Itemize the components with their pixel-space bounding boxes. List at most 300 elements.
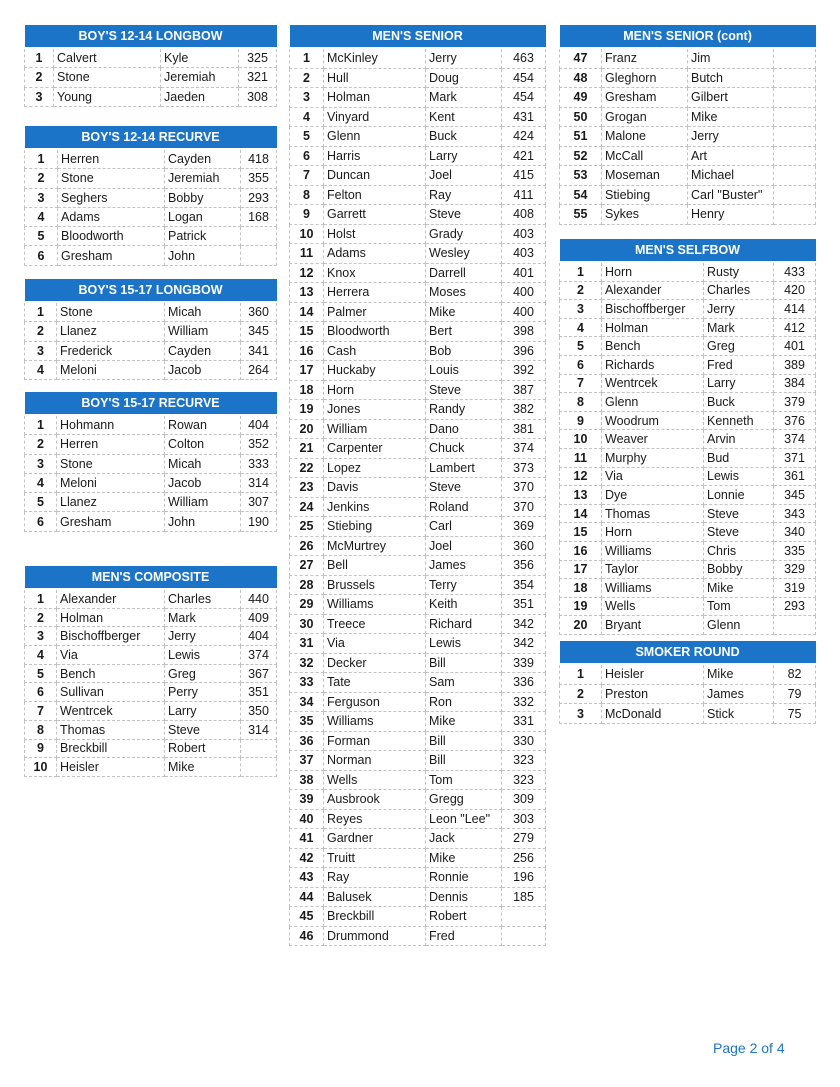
- table-row: [290, 166, 546, 186]
- rank-cell: 33: [290, 673, 324, 693]
- rank-cell: 13: [560, 486, 602, 505]
- table-title: BOY'S 12-14 RECURVE: [25, 126, 277, 149]
- rank-cell: 3: [25, 188, 58, 207]
- last-name-cell: Breckbill: [57, 739, 165, 758]
- first-name-cell: Larry: [165, 702, 241, 721]
- rank-cell: 10: [290, 224, 324, 244]
- first-name-cell: Steve: [426, 205, 502, 225]
- score-cell: 414: [774, 300, 816, 319]
- first-name-cell: Tom: [704, 597, 774, 616]
- table-row: [25, 227, 277, 246]
- rank-cell: 16: [560, 541, 602, 560]
- rank-cell: 35: [290, 712, 324, 732]
- last-name-cell: Holman: [57, 608, 165, 627]
- score-cell: [774, 88, 816, 108]
- score-cell: 340: [774, 523, 816, 542]
- last-name-cell: Gresham: [58, 246, 165, 265]
- first-name-cell: Sam: [426, 673, 502, 693]
- first-name-cell: Rusty: [704, 262, 774, 281]
- table-row: [560, 616, 816, 635]
- score-cell: 411: [502, 185, 546, 205]
- rank-cell: 6: [25, 512, 57, 531]
- table-row: [560, 541, 816, 560]
- first-name-cell: Logan: [165, 207, 241, 226]
- score-cell: [774, 68, 816, 88]
- first-name-cell: Gregg: [426, 790, 502, 810]
- first-name-cell: Arvin: [704, 430, 774, 449]
- last-name-cell: Richards: [602, 355, 704, 374]
- first-name-cell: Mike: [165, 758, 241, 777]
- rank-cell: 9: [25, 739, 57, 758]
- first-name-cell: Steve: [426, 478, 502, 498]
- first-name-cell: Mark: [165, 608, 241, 627]
- last-name-cell: Thomas: [602, 504, 704, 523]
- table-row: [290, 887, 546, 907]
- score-cell: 303: [502, 809, 546, 829]
- last-name-cell: Preston: [602, 684, 704, 704]
- score-cell: 354: [502, 575, 546, 595]
- score-cell: 319: [774, 579, 816, 598]
- last-name-cell: Wentrcek: [57, 702, 165, 721]
- rank-cell: 5: [25, 664, 57, 683]
- score-cell: 403: [502, 224, 546, 244]
- rank-cell: 3: [25, 341, 57, 360]
- last-name-cell: Wells: [324, 770, 426, 790]
- score-cell: 339: [502, 653, 546, 673]
- score-cell: 314: [241, 473, 277, 492]
- last-name-cell: Bryant: [602, 616, 704, 635]
- last-name-cell: Lopez: [324, 458, 426, 478]
- table-row: [290, 283, 546, 303]
- table-row: [25, 48, 277, 68]
- rank-cell: 5: [560, 337, 602, 356]
- score-cell: 421: [502, 146, 546, 166]
- first-name-cell: Chris: [704, 541, 774, 560]
- rank-cell: 5: [25, 493, 57, 512]
- score-cell: 307: [241, 493, 277, 512]
- rank-cell: 55: [560, 205, 602, 225]
- rank-cell: 3: [25, 627, 57, 646]
- rank-cell: 19: [290, 400, 324, 420]
- table-row: [560, 166, 816, 186]
- rank-cell: 1: [25, 302, 57, 322]
- score-cell: 325: [239, 48, 277, 68]
- last-name-cell: Via: [602, 467, 704, 486]
- rank-cell: 4: [290, 107, 324, 127]
- first-name-cell: Jerry: [165, 627, 241, 646]
- table-row: [290, 497, 546, 517]
- rank-cell: 2: [25, 608, 57, 627]
- page-number: Page 2 of 4: [713, 1040, 785, 1056]
- rank-cell: 15: [290, 322, 324, 342]
- first-name-cell: Art: [688, 146, 774, 166]
- score-cell: 342: [502, 634, 546, 654]
- table-title: MEN'S SELFBOW: [560, 239, 816, 262]
- table-row: [560, 127, 816, 147]
- last-name-cell: Jenkins: [324, 497, 426, 517]
- score-cell: 330: [502, 731, 546, 751]
- rank-cell: 20: [290, 419, 324, 439]
- first-name-cell: Bob: [426, 341, 502, 361]
- last-name-cell: Bischoffberger: [602, 300, 704, 319]
- table-row: [290, 575, 546, 595]
- score-cell: [502, 926, 546, 946]
- last-name-cell: Sullivan: [57, 683, 165, 702]
- table-row: [25, 207, 277, 226]
- rank-cell: 5: [290, 127, 324, 147]
- table-row: [560, 393, 816, 412]
- score-cell: 343: [774, 504, 816, 523]
- rank-cell: 11: [560, 448, 602, 467]
- table-row: [290, 107, 546, 127]
- last-name-cell: Alexander: [57, 589, 165, 608]
- score-cell: 374: [502, 439, 546, 459]
- rank-cell: 10: [25, 758, 57, 777]
- first-name-cell: Steve: [426, 380, 502, 400]
- table-row: [290, 439, 546, 459]
- last-name-cell: Thomas: [57, 720, 165, 739]
- table-row: [290, 458, 546, 478]
- score-cell: [774, 616, 816, 635]
- last-name-cell: Heisler: [57, 758, 165, 777]
- score-cell: 409: [241, 608, 277, 627]
- rank-cell: 6: [290, 146, 324, 166]
- last-name-cell: Bench: [57, 664, 165, 683]
- table-row: [290, 751, 546, 771]
- last-name-cell: Balusek: [324, 887, 426, 907]
- first-name-cell: Mike: [426, 302, 502, 322]
- score-cell: 185: [502, 887, 546, 907]
- table-title: BOY'S 15-17 RECURVE: [25, 392, 277, 415]
- table-row: [560, 664, 816, 684]
- last-name-cell: Adams: [58, 207, 165, 226]
- score-cell: 190: [241, 512, 277, 531]
- last-name-cell: Stiebing: [602, 185, 688, 205]
- score-cell: 352: [241, 435, 277, 454]
- rank-cell: 8: [25, 720, 57, 739]
- last-name-cell: Bischoffberger: [57, 627, 165, 646]
- last-name-cell: Drummond: [324, 926, 426, 946]
- first-name-cell: Buck: [426, 127, 502, 147]
- table-row: [25, 454, 277, 473]
- first-name-cell: Stick: [704, 704, 774, 724]
- table-row: [25, 493, 277, 512]
- table-row: [290, 673, 546, 693]
- first-name-cell: Kyle: [161, 48, 239, 68]
- table-row: [560, 486, 816, 505]
- first-name-cell: Michael: [688, 166, 774, 186]
- score-cell: [774, 48, 816, 68]
- last-name-cell: Young: [54, 87, 161, 106]
- first-name-cell: Colton: [165, 435, 241, 454]
- rank-cell: 12: [560, 467, 602, 486]
- rank-cell: 6: [560, 355, 602, 374]
- score-cell: 431: [502, 107, 546, 127]
- first-name-cell: Jerry: [426, 48, 502, 68]
- score-cell: 264: [241, 360, 277, 379]
- table-row: [560, 185, 816, 205]
- first-name-cell: Doug: [426, 68, 502, 88]
- last-name-cell: Horn: [602, 523, 704, 542]
- mens-composite-table: [24, 566, 277, 777]
- last-name-cell: Williams: [602, 579, 704, 598]
- last-name-cell: Stiebing: [324, 517, 426, 537]
- rank-cell: 31: [290, 634, 324, 654]
- score-cell: 381: [502, 419, 546, 439]
- rank-cell: 17: [290, 361, 324, 381]
- first-name-cell: Carl "Buster": [688, 185, 774, 205]
- rank-cell: 45: [290, 907, 324, 927]
- score-cell: 361: [774, 467, 816, 486]
- table-row: [25, 739, 277, 758]
- rank-cell: 40: [290, 809, 324, 829]
- rank-cell: 4: [25, 360, 57, 379]
- rank-cell: 1: [290, 48, 324, 68]
- first-name-cell: Carl: [426, 517, 502, 537]
- first-name-cell: Bobby: [704, 560, 774, 579]
- last-name-cell: Meloni: [57, 360, 165, 379]
- first-name-cell: Mike: [426, 848, 502, 868]
- rank-cell: 34: [290, 692, 324, 712]
- boys-15-17-longbow-table: [24, 279, 277, 380]
- first-name-cell: Chuck: [426, 439, 502, 459]
- first-name-cell: John: [165, 512, 241, 531]
- last-name-cell: Treece: [324, 614, 426, 634]
- last-name-cell: Forman: [324, 731, 426, 751]
- score-cell: 356: [502, 556, 546, 576]
- first-name-cell: Mark: [426, 88, 502, 108]
- table-row: [560, 355, 816, 374]
- score-cell: 408: [502, 205, 546, 225]
- table-row: [560, 205, 816, 225]
- first-name-cell: Bill: [426, 731, 502, 751]
- last-name-cell: Bell: [324, 556, 426, 576]
- table-title: MEN'S COMPOSITE: [25, 566, 277, 589]
- score-cell: 424: [502, 127, 546, 147]
- rank-cell: 7: [560, 374, 602, 393]
- first-name-cell: Henry: [688, 205, 774, 225]
- first-name-cell: Bud: [704, 448, 774, 467]
- table-row: [290, 653, 546, 673]
- table-row: [290, 829, 546, 849]
- last-name-cell: Brussels: [324, 575, 426, 595]
- rank-cell: 17: [560, 560, 602, 579]
- rank-cell: 15: [560, 523, 602, 542]
- score-cell: 384: [774, 374, 816, 393]
- rank-cell: 30: [290, 614, 324, 634]
- last-name-cell: Murphy: [602, 448, 704, 467]
- score-cell: 463: [502, 48, 546, 68]
- rank-cell: 2: [560, 684, 602, 704]
- rank-cell: 2: [290, 68, 324, 88]
- table-row: [25, 702, 277, 721]
- table-row: [290, 692, 546, 712]
- table-row: [290, 224, 546, 244]
- rank-cell: 8: [290, 185, 324, 205]
- rank-cell: 47: [560, 48, 602, 68]
- last-name-cell: Via: [57, 646, 165, 665]
- last-name-cell: Norman: [324, 751, 426, 771]
- score-cell: 196: [502, 868, 546, 888]
- first-name-cell: Buck: [704, 393, 774, 412]
- rank-cell: 41: [290, 829, 324, 849]
- first-name-cell: Jeremiah: [161, 68, 239, 87]
- rank-cell: 4: [560, 318, 602, 337]
- score-cell: 374: [241, 646, 277, 665]
- first-name-cell: Robert: [426, 907, 502, 927]
- smoker-round-table: [559, 641, 816, 724]
- first-name-cell: Lewis: [426, 634, 502, 654]
- score-cell: 404: [241, 415, 277, 435]
- first-name-cell: Glenn: [704, 616, 774, 635]
- table-row: [290, 595, 546, 615]
- first-name-cell: Lonnie: [704, 486, 774, 505]
- first-name-cell: Keith: [426, 595, 502, 615]
- last-name-cell: Hull: [324, 68, 426, 88]
- table-row: [290, 809, 546, 829]
- table-title: BOY'S 15-17 LONGBOW: [25, 279, 277, 302]
- rank-cell: 6: [25, 683, 57, 702]
- last-name-cell: Bench: [602, 337, 704, 356]
- table-title: SMOKER ROUND: [560, 641, 816, 664]
- table-row: [560, 88, 816, 108]
- rank-cell: 11: [290, 244, 324, 264]
- table-row: [25, 169, 277, 188]
- first-name-cell: Dano: [426, 419, 502, 439]
- rank-cell: 7: [290, 166, 324, 186]
- first-name-cell: Randy: [426, 400, 502, 420]
- rank-cell: 38: [290, 770, 324, 790]
- first-name-cell: Kent: [426, 107, 502, 127]
- table-row: [25, 415, 277, 435]
- score-cell: 323: [502, 770, 546, 790]
- table-row: [560, 430, 816, 449]
- last-name-cell: Huckaby: [324, 361, 426, 381]
- score-cell: 360: [502, 536, 546, 556]
- rank-cell: 5: [25, 227, 58, 246]
- rank-cell: 49: [560, 88, 602, 108]
- last-name-cell: William: [324, 419, 426, 439]
- table-row: [290, 341, 546, 361]
- first-name-cell: Moses: [426, 283, 502, 303]
- score-cell: 323: [502, 751, 546, 771]
- rank-cell: 46: [290, 926, 324, 946]
- table-row: [560, 684, 816, 704]
- rank-cell: 26: [290, 536, 324, 556]
- score-cell: 392: [502, 361, 546, 381]
- score-cell: 370: [502, 478, 546, 498]
- last-name-cell: Stone: [57, 454, 165, 473]
- first-name-cell: Jim: [688, 48, 774, 68]
- first-name-cell: Greg: [704, 337, 774, 356]
- first-name-cell: Kenneth: [704, 411, 774, 430]
- last-name-cell: Breckbill: [324, 907, 426, 927]
- last-name-cell: Herrera: [324, 283, 426, 303]
- table-title: MEN'S SENIOR: [290, 25, 546, 48]
- first-name-cell: Ronnie: [426, 868, 502, 888]
- rank-cell: 8: [560, 393, 602, 412]
- first-name-cell: Richard: [426, 614, 502, 634]
- last-name-cell: Carpenter: [324, 439, 426, 459]
- rank-cell: 22: [290, 458, 324, 478]
- last-name-cell: Herren: [58, 149, 165, 169]
- score-cell: 373: [502, 458, 546, 478]
- last-name-cell: Llanez: [57, 493, 165, 512]
- table-row: [290, 400, 546, 420]
- table-row: [25, 473, 277, 492]
- first-name-cell: William: [165, 322, 241, 341]
- rank-cell: 1: [25, 149, 58, 169]
- table-row: [25, 758, 277, 777]
- first-name-cell: Lewis: [165, 646, 241, 665]
- rank-cell: 3: [560, 300, 602, 319]
- first-name-cell: James: [426, 556, 502, 576]
- table-row: [290, 478, 546, 498]
- first-name-cell: Fred: [704, 355, 774, 374]
- table-row: [25, 360, 277, 379]
- score-cell: [241, 246, 277, 265]
- rank-cell: 4: [25, 207, 58, 226]
- table-row: [25, 302, 277, 322]
- rank-cell: 14: [290, 302, 324, 322]
- last-name-cell: Williams: [324, 595, 426, 615]
- score-cell: [241, 739, 277, 758]
- score-cell: 329: [774, 560, 816, 579]
- rank-cell: 14: [560, 504, 602, 523]
- rank-cell: 52: [560, 146, 602, 166]
- score-cell: 336: [502, 673, 546, 693]
- last-name-cell: Duncan: [324, 166, 426, 186]
- table-row: [25, 589, 277, 608]
- first-name-cell: Gilbert: [688, 88, 774, 108]
- rank-cell: 28: [290, 575, 324, 595]
- table-row: [290, 68, 546, 88]
- first-name-cell: Jacob: [165, 360, 241, 379]
- table-row: [560, 146, 816, 166]
- first-name-cell: Joel: [426, 536, 502, 556]
- last-name-cell: Hohmann: [57, 415, 165, 435]
- last-name-cell: Holman: [602, 318, 704, 337]
- first-name-cell: Dennis: [426, 887, 502, 907]
- last-name-cell: Williams: [602, 541, 704, 560]
- score-cell: 418: [241, 149, 277, 169]
- last-name-cell: Bloodworth: [58, 227, 165, 246]
- last-name-cell: Dye: [602, 486, 704, 505]
- last-name-cell: Heisler: [602, 664, 704, 684]
- score-cell: [774, 107, 816, 127]
- table-row: [290, 634, 546, 654]
- table-row: [25, 341, 277, 360]
- table-row: [290, 790, 546, 810]
- last-name-cell: Stone: [57, 302, 165, 322]
- table-row: [25, 627, 277, 646]
- table-row: [560, 318, 816, 337]
- first-name-cell: Jerry: [704, 300, 774, 319]
- first-name-cell: Jeremiah: [165, 169, 241, 188]
- rank-cell: 10: [560, 430, 602, 449]
- table-row: [290, 127, 546, 147]
- last-name-cell: Palmer: [324, 302, 426, 322]
- last-name-cell: Ferguson: [324, 692, 426, 712]
- last-name-cell: Woodrum: [602, 411, 704, 430]
- table-row: [290, 48, 546, 68]
- first-name-cell: Leon "Lee": [426, 809, 502, 829]
- first-name-cell: James: [704, 684, 774, 704]
- score-cell: 400: [502, 283, 546, 303]
- rank-cell: 2: [25, 435, 57, 454]
- table-row: [560, 68, 816, 88]
- score-cell: 345: [774, 486, 816, 505]
